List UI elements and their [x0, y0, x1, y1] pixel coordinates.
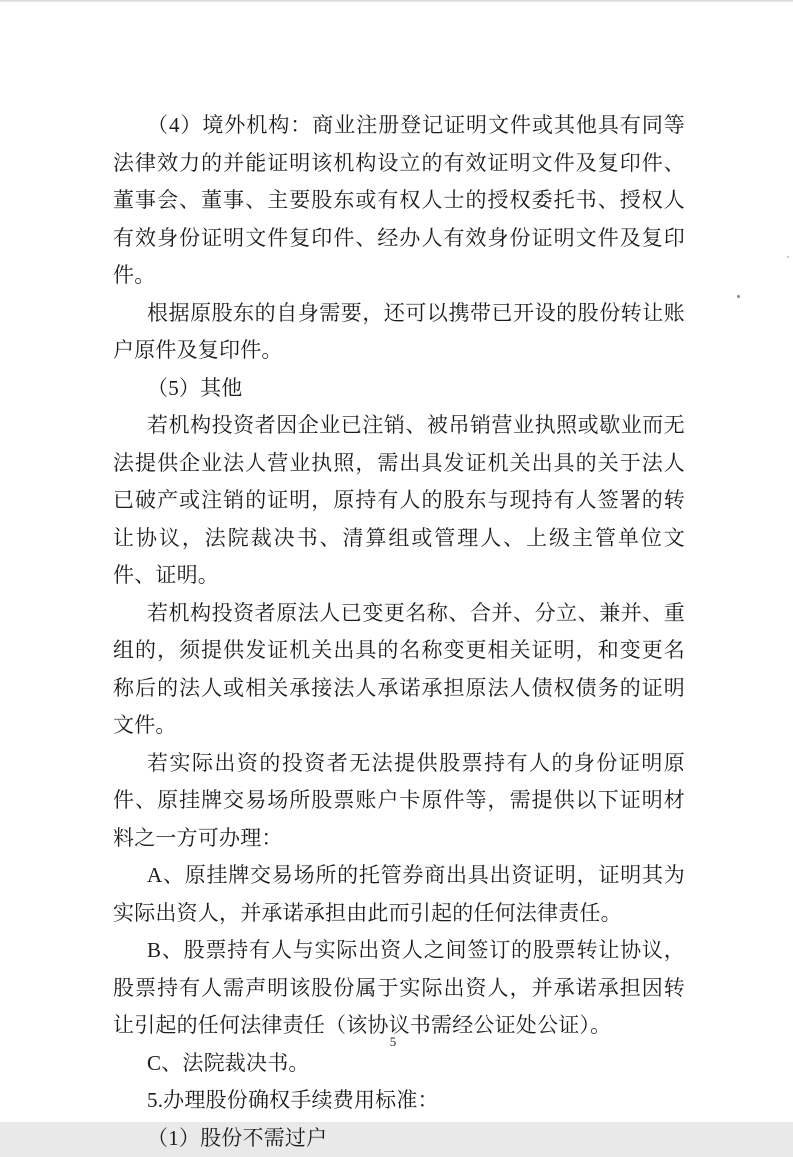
paragraph-item-b: B、股票持有人与实际出资人之间签订的股票转让协议，股票持有人需声明该股份属于实际出资人，并承诺承担因转让引起的任何法律责任（该协议书需经公证处公证）。	[113, 932, 685, 1045]
paragraph-deregistered-enterprise: 若机构投资者因企业已注销、被吊销营业执照或歇业而无法提供企业法人营业执照，需出具发证机关出具的关于法人已破产或注销的证明，原持有人的股东与现持有人签署的转让协议，法院裁决书、清算组或管理人、上级主管单位文件、证明。	[113, 407, 685, 595]
scan-speck-artifact	[737, 295, 740, 298]
document-body	[113, 107, 685, 1157]
paragraph-overseas-institutions: （4）境外机构：商业注册登记证明文件或其他具有同等法律效力的并能证明该机构设立的有效证明文件及复印件、董事会、董事、主要股东或有权人士的授权委托书、授权人有效身份证明文件复印件、经办人有效身份证明文件及复印件。	[113, 107, 685, 295]
paragraph-no-transfer-heading: （1）股份不需过户	[113, 1120, 685, 1157]
paragraph-fee-standard-heading: 5.办理股份确权手续费用标准：	[113, 1082, 685, 1120]
paragraph-item-c: C、法院裁决书。	[113, 1045, 685, 1083]
scan-edge-artifact	[0, 0, 793, 3]
paragraph-original-shareholder-needs: 根据原股东的自身需要，还可以携带已开设的股份转让账户原件及复印件。	[113, 295, 685, 370]
paragraph-item-a: A、原挂牌交易场所的托管券商出具出资证明，证明其为实际出资人，并承诺承担由此而引起的任何法律责任。	[113, 857, 685, 932]
paragraph-other-heading: （5）其他	[113, 370, 685, 408]
paragraph-legal-person-change: 若机构投资者原法人已变更名称、合并、分立、兼并、重组的，须提供发证机关出具的名称变更相关证明，和变更名称后的法人或相关承接法人承诺承担原法人债权债务的证明文件。	[113, 595, 685, 745]
page-number: 5	[0, 1033, 786, 1051]
paragraph-actual-investor-requirements: 若实际出资的投资者无法提供股票持有人的身份证明原件、原挂牌交易场所股票账户卡原件等，需提供以下证明材料之一方可办理：	[113, 745, 685, 858]
scan-speck-artifact	[787, 256, 789, 258]
